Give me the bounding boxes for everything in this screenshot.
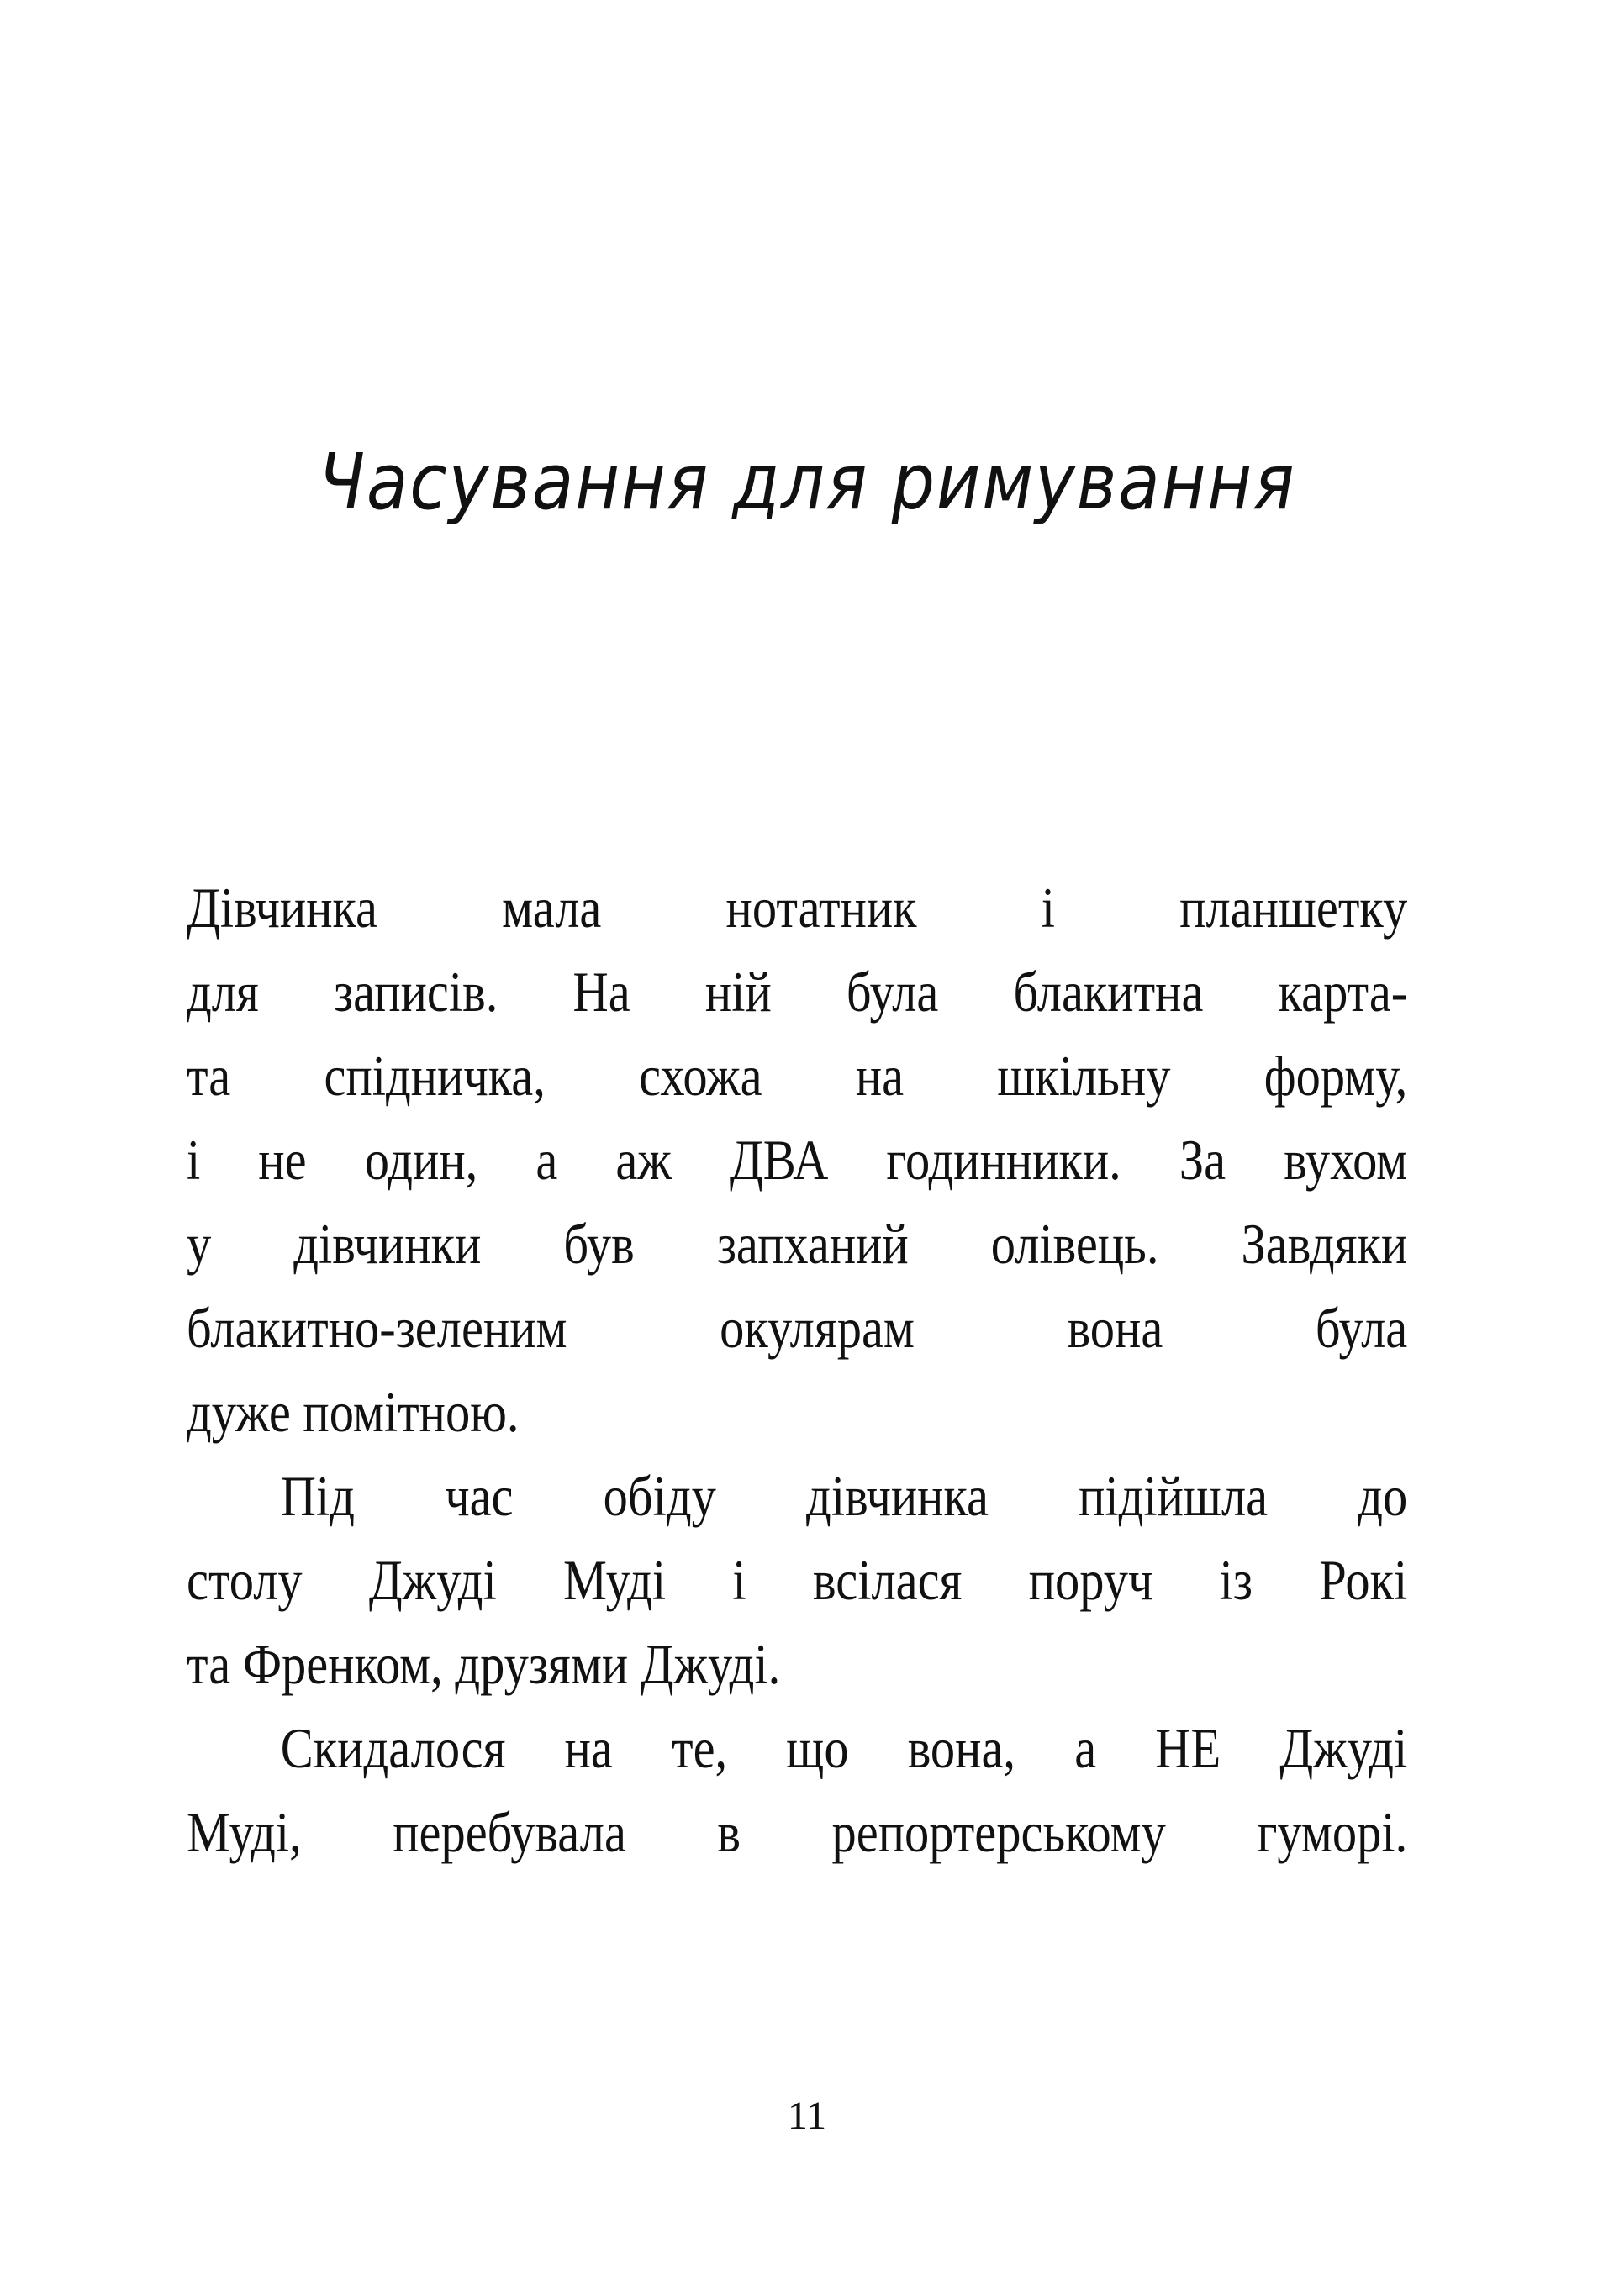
text-line: і не один, а аж ДВА годинники. За вухом	[187, 1128, 1408, 1192]
text-line: у дівчинки був запханий олівець. Завдяки	[187, 1212, 1408, 1276]
text-line: та Френком, друзями Джуді.	[187, 1632, 781, 1696]
text-line: для записів. На ній була блакитна карта-	[187, 960, 1408, 1024]
chapter-title: Часування для римування	[318, 437, 1296, 527]
page-number: 11	[787, 2093, 827, 2138]
text-line: Дівчинка мала нотатник і планшетку	[187, 876, 1408, 940]
text-line: Скидалося на те, що вона, а НЕ Джуді	[280, 1716, 1408, 1780]
text-line: Муді, перебувала в репортерському гуморі.	[187, 1800, 1408, 1864]
text-line: дуже помітною.	[187, 1380, 520, 1444]
text-line: та спідничка, схожа на шкільну форму,	[187, 1044, 1408, 1108]
text-line: блакитно-зеленим окулярам вона була	[187, 1296, 1408, 1360]
text-line: Під час обіду дівчинка підійшла до	[280, 1464, 1408, 1528]
body-text	[187, 866, 1407, 1874]
text-line: столу Джуді Муді і всілася поруч із Рокі	[187, 1548, 1408, 1612]
